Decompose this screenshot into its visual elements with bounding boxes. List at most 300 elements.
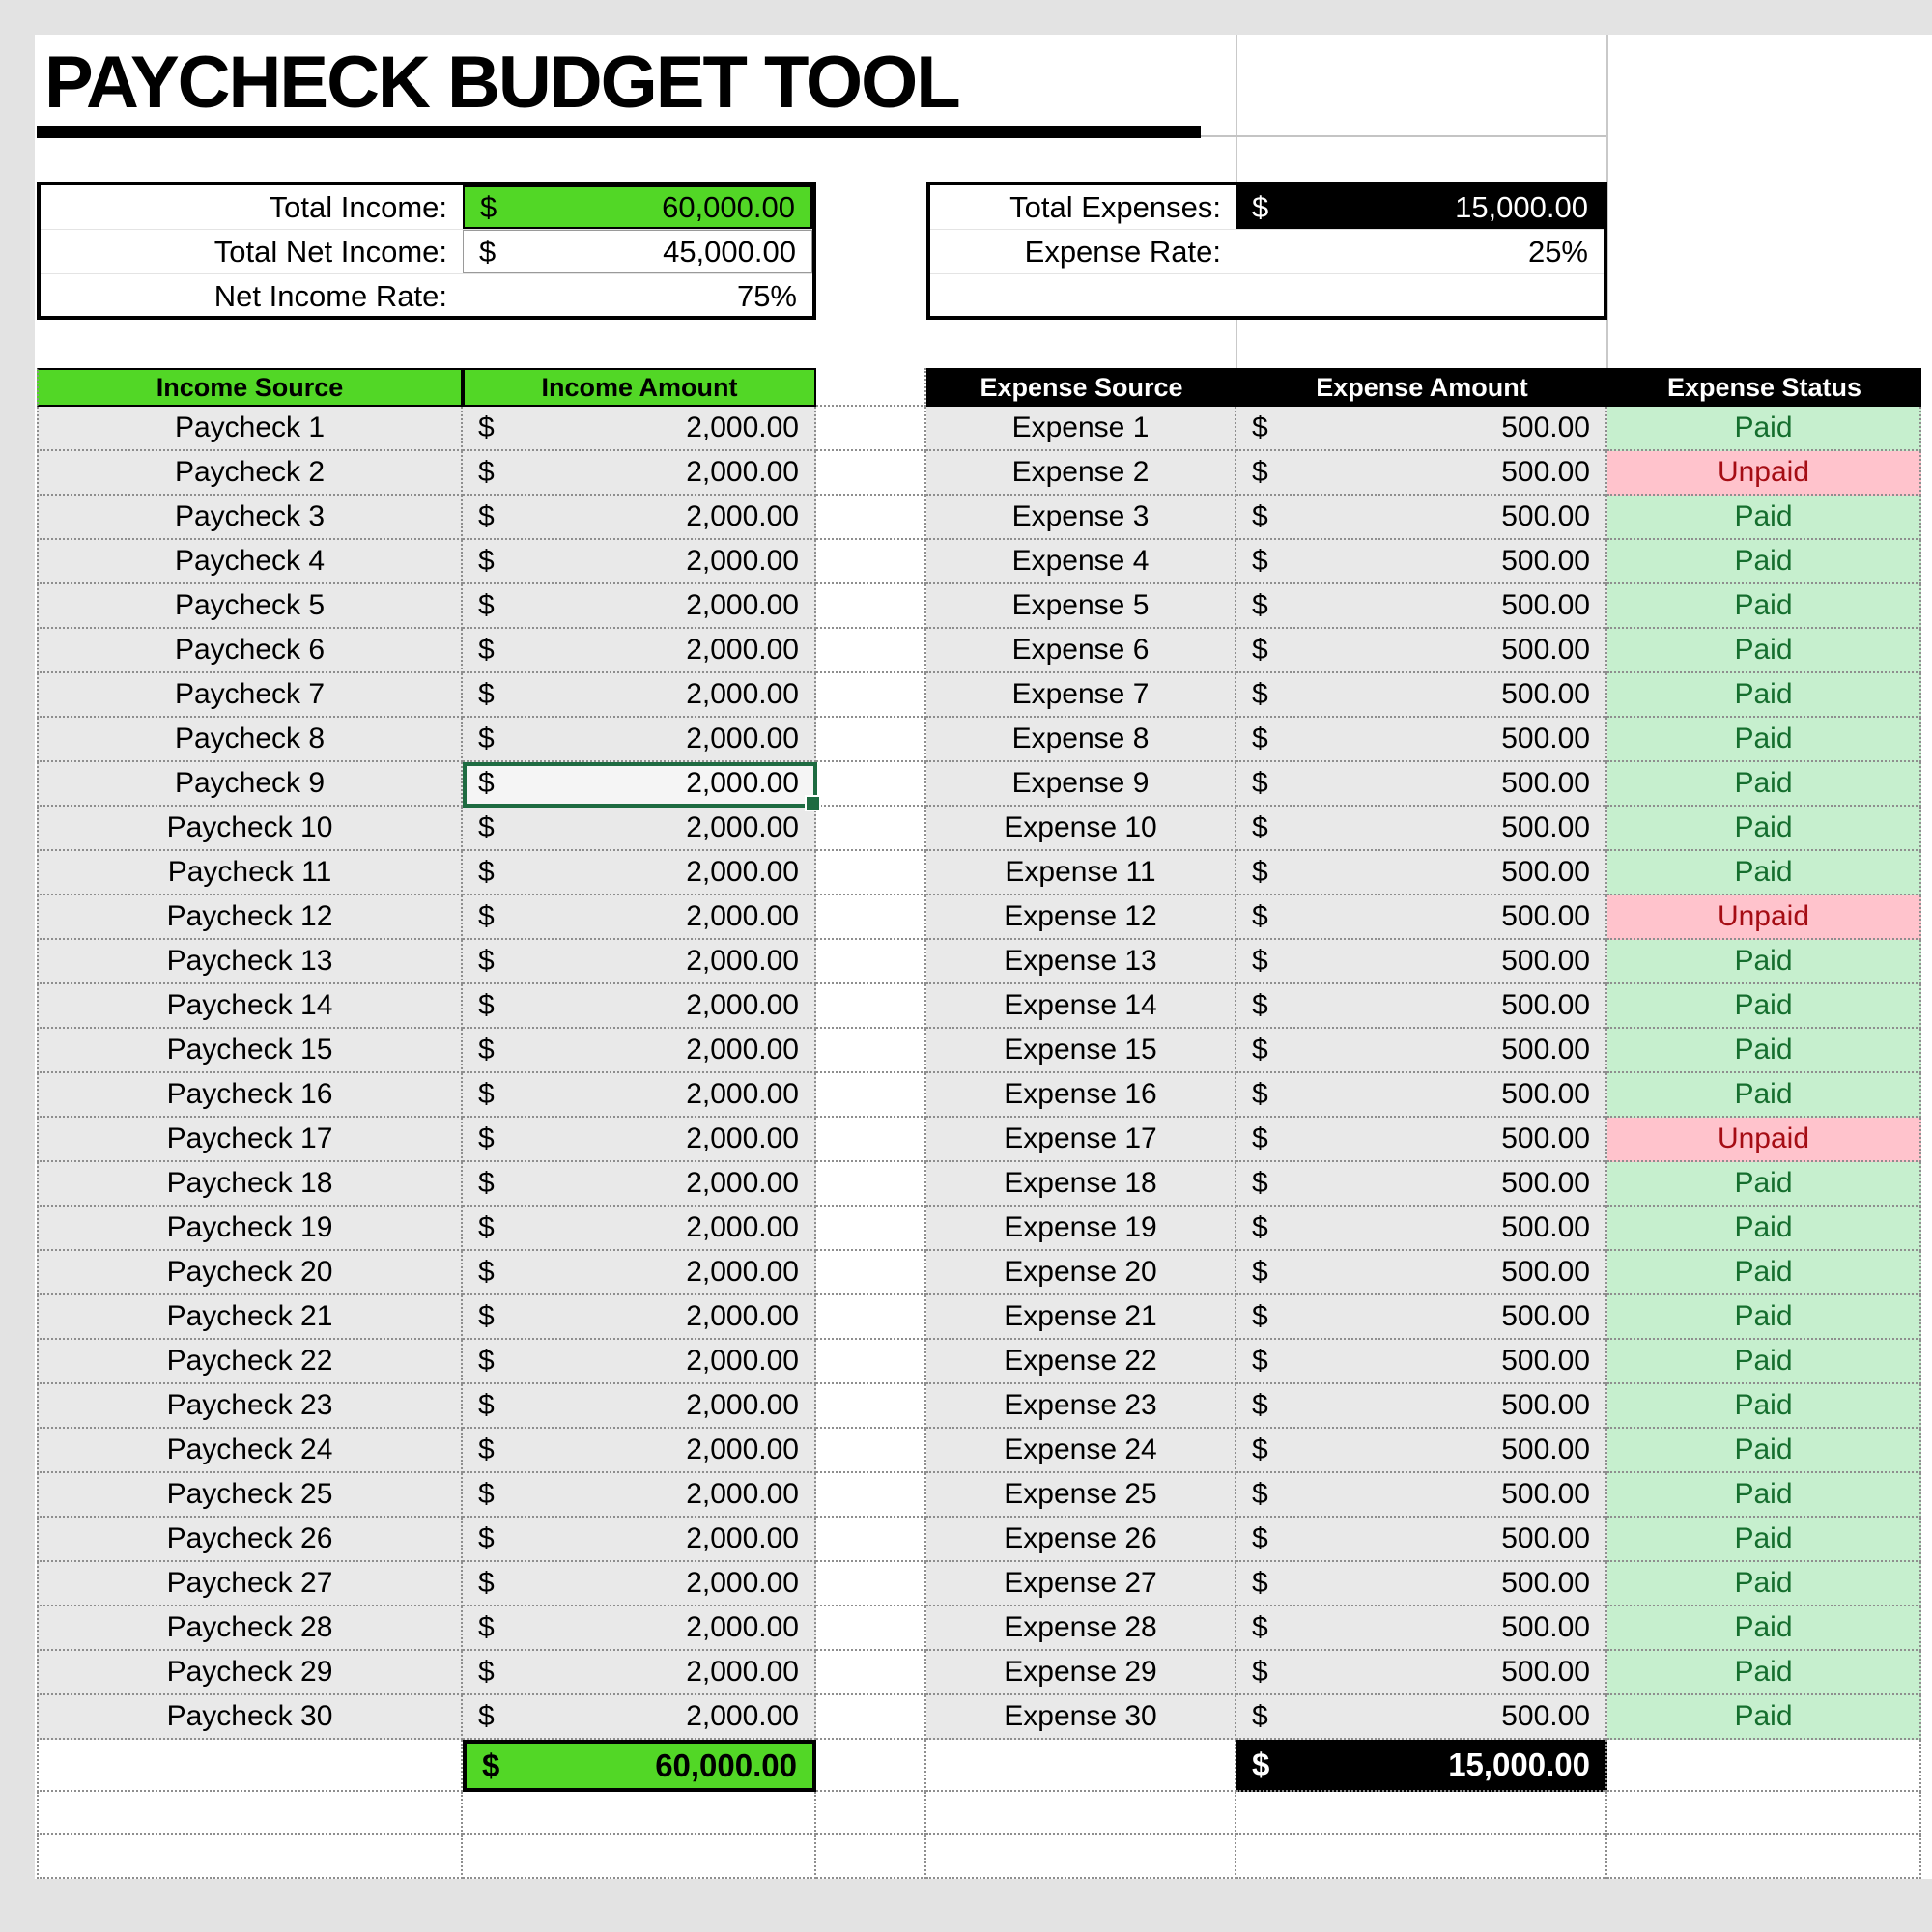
income-source-cell[interactable]: Paycheck 28 [37,1606,463,1651]
gap-cell[interactable] [816,1606,926,1651]
gap-cell[interactable] [816,1740,926,1792]
amount-text: 2,000.00 [686,589,799,621]
amount-text: 2,000.00 [686,900,799,932]
expense-amount-cell[interactable] [1236,584,1607,629]
expense-source-cell[interactable]: Expense 3 [926,496,1236,540]
blank-cell[interactable] [926,1835,1236,1879]
income-amount-cell[interactable] [463,1473,816,1518]
income-amount-cell[interactable] [463,1207,816,1251]
expense-source-cell[interactable]: Expense 13 [926,940,1236,984]
gap-cell[interactable] [816,1562,926,1606]
income-source-cell[interactable]: Paycheck 8 [37,718,463,762]
income-amount-header[interactable]: Income Amount [463,368,816,407]
net-income-rate-label-cell[interactable]: Net Income Rate: [213,278,447,313]
gap-cell[interactable] [816,1473,926,1518]
amount-text: 2,000.00 [686,678,799,710]
currency-symbol: $ [478,1522,495,1554]
gap-cell[interactable] [816,1118,926,1162]
expense-status-cell[interactable]: Paid [1607,1029,1921,1073]
expense-amount-cell[interactable] [1236,1207,1607,1251]
expense-status-cell[interactable]: Unpaid [1607,895,1921,940]
expense-amount-cell[interactable] [1236,496,1607,540]
income-source-cell[interactable]: Paycheck 5 [37,584,463,629]
table-header-row [37,368,1921,407]
income-amount-cell[interactable] [463,1340,816,1384]
currency-symbol: $ [1252,1256,1268,1288]
expense-status-cell[interactable]: Paid [1607,1162,1921,1207]
income-amount-cell[interactable] [463,629,816,673]
expense-status-cell[interactable]: Paid [1607,718,1921,762]
income-source-cell[interactable]: Paycheck 26 [37,1518,463,1562]
expense-source-cell[interactable]: Expense 14 [926,984,1236,1029]
amount-text: 2,000.00 [686,1167,799,1199]
expense-status-cell[interactable]: Paid [1607,984,1921,1029]
expense-source-cell[interactable]: Expense 21 [926,1295,1236,1340]
expense-status-cell[interactable]: Paid [1607,1562,1921,1606]
gap-cell[interactable] [816,851,926,895]
income-source-cell[interactable]: Paycheck 12 [37,895,463,940]
gap-cell[interactable] [816,584,926,629]
sheet-row [37,540,1921,584]
blank-cell[interactable] [37,1792,463,1835]
income-amount-cell[interactable] [463,1295,816,1340]
expense-amount-cell[interactable] [1236,451,1607,496]
expense-status-cell[interactable]: Paid [1607,807,1921,851]
income-source-cell[interactable]: Paycheck 20 [37,1251,463,1295]
sheet-row [37,1073,1921,1118]
sheet-row [37,1384,1921,1429]
expense-source-cell[interactable]: Expense 19 [926,1207,1236,1251]
expense-status-cell[interactable]: Paid [1607,1073,1921,1118]
currency-symbol: $ [1252,1656,1268,1688]
expense-status-cell[interactable]: Paid [1607,496,1921,540]
gap-cell[interactable] [816,673,926,718]
income-total-cell[interactable] [463,1740,816,1792]
currency-symbol: $ [478,500,495,532]
currency-symbol: $ [478,856,495,888]
gap-cell[interactable] [816,895,926,940]
amount-text: 2,000.00 [686,1522,799,1554]
expense-source-cell[interactable]: Expense 2 [926,451,1236,496]
income-amount-cell[interactable] [463,807,816,851]
income-amount-cell[interactable] [463,1606,816,1651]
gap-cell[interactable] [816,1835,926,1879]
income-amount-cell[interactable] [463,851,816,895]
expense-source-cell[interactable]: Expense 20 [926,1251,1236,1295]
currency-symbol: $ [1252,945,1268,977]
currency-symbol: $ [478,900,495,932]
expense-status-cell[interactable]: Paid [1607,1384,1921,1429]
gap-cell[interactable] [816,1295,926,1340]
gap-cell[interactable] [816,718,926,762]
title-cell[interactable] [37,35,1201,138]
amount-text: 500.00 [1501,767,1590,799]
blank-cell[interactable] [926,1792,1236,1835]
expense-status-cell[interactable]: Paid [1607,1606,1921,1651]
currency-symbol: $ [478,1345,495,1377]
amount-text: 2,000.00 [686,945,799,977]
blank-cell[interactable] [37,1740,463,1792]
expense-rate-row [930,230,1604,274]
amount-text: 500.00 [1501,456,1590,488]
expense-source-cell[interactable]: Expense 15 [926,1029,1236,1073]
amount-text: 500.00 [1501,1434,1590,1465]
sheet-row [37,807,1921,851]
income-amount-cell[interactable] [463,895,816,940]
income-amount-cell[interactable] [463,1651,816,1695]
expense-source-header[interactable]: Expense Source [926,368,1236,407]
gap-cell[interactable] [816,1518,926,1562]
gap-cell[interactable] [816,1340,926,1384]
expense-source-cell[interactable]: Expense 22 [926,1340,1236,1384]
gap-cell[interactable] [816,1162,926,1207]
income-amount-cell[interactable] [463,1384,816,1429]
blank-cell[interactable] [926,1740,1236,1792]
income-amount-cell[interactable] [463,1162,816,1207]
amount-text: 60,000.00 [655,1747,797,1783]
amount-text: 2,000.00 [686,634,799,666]
amount-text: 2,000.00 [686,1478,799,1510]
gridline [1193,135,1606,137]
total-net-income-label-cell[interactable]: Total Net Income: [213,234,447,269]
currency-symbol: $ [482,1747,500,1783]
amount-text: 500.00 [1501,1122,1590,1154]
currency-symbol: $ [478,945,495,977]
expense-source-cell[interactable]: Expense 1 [926,407,1236,451]
currency-symbol: $ [1252,811,1268,843]
income-source-cell[interactable]: Paycheck 13 [37,940,463,984]
gap-cell[interactable] [816,540,926,584]
gap-cell[interactable] [816,807,926,851]
income-source-cell[interactable]: Paycheck 25 [37,1473,463,1518]
expense-amount-cell[interactable] [1236,1695,1607,1740]
income-source-cell[interactable]: Paycheck 2 [37,451,463,496]
blank-cell[interactable] [1236,1792,1607,1835]
income-source-cell[interactable]: Paycheck 14 [37,984,463,1029]
currency-symbol: $ [478,1434,495,1465]
currency-symbol: $ [1252,1747,1270,1782]
income-source-cell[interactable]: Paycheck 6 [37,629,463,673]
income-amount-cell[interactable] [463,673,816,718]
expense-amount-cell[interactable] [1236,1384,1607,1429]
income-source-cell[interactable]: Paycheck 29 [37,1651,463,1695]
currency-symbol: $ [478,1389,495,1421]
expense-source-cell[interactable]: Expense 30 [926,1695,1236,1740]
expense-source-cell[interactable]: Expense 7 [926,673,1236,718]
expense-amount-cell[interactable] [1236,1651,1607,1695]
income-source-cell[interactable]: Paycheck 22 [37,1340,463,1384]
expense-status-cell[interactable]: Paid [1607,1340,1921,1384]
amount-text: 500.00 [1501,945,1590,977]
blank-cell[interactable] [1607,1835,1921,1879]
expense-amount-cell[interactable] [1236,1606,1607,1651]
expense-status-cell[interactable]: Paid [1607,540,1921,584]
amount-text: 500.00 [1501,1167,1590,1199]
currency-symbol: $ [478,678,495,710]
income-amount-cell[interactable] [463,1518,816,1562]
amount-text: 2,000.00 [686,1656,799,1688]
amount-text: 2,000.00 [686,1434,799,1465]
expense-source-cell[interactable]: Expense 12 [926,895,1236,940]
gap-cell[interactable] [816,407,926,451]
expense-status-cell[interactable]: Paid [1607,673,1921,718]
gap-cell[interactable] [816,1651,926,1695]
total-expenses-value: 15,000.00 [1455,189,1588,224]
gap-cell[interactable] [816,496,926,540]
expense-source-cell[interactable]: Expense 4 [926,540,1236,584]
income-amount-cell[interactable] [463,762,816,807]
expense-source-cell[interactable]: Expense 9 [926,762,1236,807]
bottom-margin-band [0,1879,1932,1932]
total-net-income-value-cell[interactable] [463,230,812,273]
expense-amount-cell[interactable] [1236,540,1607,584]
income-source-cell[interactable]: Paycheck 30 [37,1695,463,1740]
expense-status-cell[interactable]: Paid [1607,1695,1921,1740]
income-amount-cell[interactable] [463,407,816,451]
income-source-cell[interactable]: Paycheck 15 [37,1029,463,1073]
income-source-cell[interactable]: Paycheck 4 [37,540,463,584]
blank-cell[interactable] [1607,1740,1921,1792]
sheet-row [37,1651,1921,1695]
gap-cell[interactable] [816,940,926,984]
expense-status-cell[interactable]: Paid [1607,1429,1921,1473]
expense-amount-cell[interactable] [1236,984,1607,1029]
income-amount-cell[interactable] [463,584,816,629]
sheet-row [37,762,1921,807]
currency-symbol: $ [1252,989,1268,1021]
net-income-rate-value-cell[interactable]: 75% [736,278,797,313]
income-amount-cell[interactable] [463,1251,816,1295]
expense-amount-cell[interactable] [1236,1162,1607,1207]
income-source-cell[interactable]: Paycheck 3 [37,496,463,540]
gap-cell[interactable] [816,1073,926,1118]
income-source-cell[interactable]: Paycheck 7 [37,673,463,718]
expense-amount-cell[interactable] [1236,1295,1607,1340]
income-source-cell[interactable]: Paycheck 16 [37,1073,463,1118]
expense-source-cell[interactable]: Expense 18 [926,1162,1236,1207]
expense-amount-cell[interactable] [1236,629,1607,673]
currency-symbol: $ [478,1078,495,1110]
blank-cell[interactable] [37,1835,463,1879]
income-amount-cell[interactable] [463,1029,816,1073]
currency-symbol: $ [1252,856,1268,888]
expense-amount-cell[interactable] [1236,673,1607,718]
gap-cell[interactable] [816,1792,926,1835]
expense-amount-cell[interactable] [1236,1118,1607,1162]
expense-rate-label-cell[interactable]: Expense Rate: [1024,234,1221,269]
expense-amount-cell[interactable] [1236,851,1607,895]
income-source-cell[interactable]: Paycheck 24 [37,1429,463,1473]
expense-status-cell[interactable]: Paid [1607,851,1921,895]
amount-text: 500.00 [1501,1478,1590,1510]
currency-symbol: $ [478,456,495,488]
expense-source-cell[interactable]: Expense 26 [926,1518,1236,1562]
expense-amount-cell[interactable] [1236,1473,1607,1518]
currency-symbol: $ [1252,767,1268,799]
income-amount-cell[interactable] [463,540,816,584]
expense-amount-cell[interactable] [1236,1340,1607,1384]
expense-amount-cell[interactable] [1236,1029,1607,1073]
sheet-row [37,1606,1921,1651]
currency-symbol: $ [1252,589,1268,621]
expense-source-cell[interactable]: Expense 8 [926,718,1236,762]
expense-source-cell[interactable]: Expense 24 [926,1429,1236,1473]
expense-status-header[interactable]: Expense Status [1607,368,1921,407]
currency-symbol: $ [478,412,495,443]
sheet-row [37,451,1921,496]
blank-cell[interactable] [463,1792,816,1835]
amount-text: 500.00 [1501,1700,1590,1732]
expense-amount-cell[interactable] [1236,1429,1607,1473]
amount-text: 2,000.00 [686,1300,799,1332]
currency-symbol: $ [478,1300,495,1332]
total-income-value: 60,000.00 [662,189,795,224]
gap-cell[interactable] [816,1207,926,1251]
income-source-cell[interactable]: Paycheck 23 [37,1384,463,1429]
income-amount-cell[interactable] [463,1073,816,1118]
income-amount-cell[interactable] [463,496,816,540]
amount-text: 2,000.00 [686,1567,799,1599]
expense-amount-cell[interactable] [1236,940,1607,984]
blank-cell[interactable] [1236,1835,1607,1879]
gap-cell[interactable] [816,1429,926,1473]
gap-cell[interactable] [816,1384,926,1429]
sheet-row [37,895,1921,940]
expense-source-cell[interactable]: Expense 27 [926,1562,1236,1606]
currency-symbol: $ [479,234,497,269]
amount-text: 2,000.00 [686,1700,799,1732]
expense-status-cell[interactable]: Paid [1607,1473,1921,1518]
currency-symbol: $ [1252,1700,1268,1732]
expense-status-cell[interactable]: Paid [1607,1207,1921,1251]
income-source-cell[interactable]: Paycheck 27 [37,1562,463,1606]
income-source-cell[interactable]: Paycheck 10 [37,807,463,851]
income-amount-cell[interactable] [463,1695,816,1740]
expense-status-cell[interactable]: Paid [1607,629,1921,673]
amount-text: 500.00 [1501,989,1590,1021]
currency-symbol: $ [478,1656,495,1688]
currency-symbol: $ [1252,456,1268,488]
expense-source-cell[interactable]: Expense 29 [926,1651,1236,1695]
income-amount-cell[interactable] [463,940,816,984]
income-source-cell[interactable]: Paycheck 9 [37,762,463,807]
income-amount-cell[interactable] [463,1562,816,1606]
currency-symbol: $ [1252,1389,1268,1421]
expense-amount-cell[interactable] [1236,1518,1607,1562]
expense-source-cell[interactable]: Expense 6 [926,629,1236,673]
amount-text: 15,000.00 [1448,1747,1590,1782]
total-expenses-value-cell[interactable] [1236,185,1604,229]
blank-cell[interactable] [463,1835,816,1879]
expense-amount-cell[interactable] [1236,762,1607,807]
total-income-label-cell[interactable]: Total Income: [269,189,447,224]
income-amount-cell[interactable] [463,451,816,496]
expense-rate-value-cell[interactable]: 25% [1527,234,1588,269]
income-amount-cell[interactable] [463,1118,816,1162]
income-source-cell[interactable]: Paycheck 1 [37,407,463,451]
expense-status-cell[interactable]: Paid [1607,940,1921,984]
expense-source-cell[interactable]: Expense 5 [926,584,1236,629]
expense-source-cell[interactable]: Expense 23 [926,1384,1236,1429]
expense-status-cell[interactable]: Paid [1607,584,1921,629]
amount-text: 2,000.00 [686,1256,799,1288]
expense-status-cell[interactable]: Paid [1607,1518,1921,1562]
expense-source-cell[interactable]: Expense 11 [926,851,1236,895]
expense-amount-cell[interactable] [1236,407,1607,451]
income-source-cell[interactable]: Paycheck 18 [37,1162,463,1207]
gap-cell[interactable] [816,762,926,807]
amount-text: 2,000.00 [686,1345,799,1377]
amount-text: 500.00 [1501,412,1590,443]
expense-status-cell[interactable]: Paid [1607,1251,1921,1295]
expense-source-cell[interactable]: Expense 17 [926,1118,1236,1162]
expense-source-cell[interactable]: Expense 16 [926,1073,1236,1118]
gap-cell[interactable] [816,629,926,673]
sheet-row [37,1518,1921,1562]
expense-amount-cell[interactable] [1236,1251,1607,1295]
amount-text: 500.00 [1501,1345,1590,1377]
expense-status-cell[interactable]: Paid [1607,407,1921,451]
income-source-cell[interactable]: Paycheck 19 [37,1207,463,1251]
sheet-row [37,584,1921,629]
currency-symbol: $ [1252,900,1268,932]
total-expenses-label-cell[interactable]: Total Expenses: [1009,189,1221,224]
gap-cell[interactable] [816,1251,926,1295]
expense-source-cell[interactable]: Expense 10 [926,807,1236,851]
currency-symbol: $ [1252,1522,1268,1554]
expense-amount-cell[interactable] [1236,807,1607,851]
expense-status-cell[interactable]: Unpaid [1607,451,1921,496]
expense-status-cell[interactable]: Paid [1607,1651,1921,1695]
amount-text: 500.00 [1501,634,1590,666]
expense-source-cell[interactable]: Expense 25 [926,1473,1236,1518]
amount-text: 500.00 [1501,500,1590,532]
expense-status-cell[interactable]: Paid [1607,1295,1921,1340]
amount-text: 2,000.00 [686,811,799,843]
amount-text: 500.00 [1501,1300,1590,1332]
gap-cell[interactable] [816,1029,926,1073]
income-amount-cell[interactable] [463,1429,816,1473]
expense-amount-cell[interactable] [1236,1073,1607,1118]
total-expenses-row [930,185,1604,230]
income-amount-cell[interactable] [463,718,816,762]
income-amount-cell[interactable] [463,984,816,1029]
budget-grid [37,368,1921,1879]
expense-status-cell[interactable]: Paid [1607,762,1921,807]
expense-amount-cell[interactable] [1236,895,1607,940]
income-source-header[interactable]: Income Source [37,368,463,407]
amount-text: 500.00 [1501,856,1590,888]
currency-symbol: $ [478,1122,495,1154]
income-source-cell[interactable]: Paycheck 17 [37,1118,463,1162]
blank-cell[interactable] [1607,1792,1921,1835]
gap-cell[interactable] [816,368,926,407]
total-net-income-row [41,230,812,274]
empty-row [37,1792,1921,1835]
total-income-value-cell[interactable] [463,185,812,229]
expense-status-cell[interactable]: Unpaid [1607,1118,1921,1162]
expense-amount-header[interactable]: Expense Amount [1236,368,1607,407]
gap-cell[interactable] [816,1695,926,1740]
gap-cell[interactable] [816,984,926,1029]
income-source-cell[interactable]: Paycheck 11 [37,851,463,895]
gap-cell[interactable] [816,451,926,496]
income-source-cell[interactable]: Paycheck 21 [37,1295,463,1340]
expense-amount-cell[interactable] [1236,718,1607,762]
expense-amount-cell[interactable] [1236,1562,1607,1606]
expense-source-cell[interactable]: Expense 28 [926,1606,1236,1651]
expense-total-cell[interactable] [1236,1740,1607,1792]
